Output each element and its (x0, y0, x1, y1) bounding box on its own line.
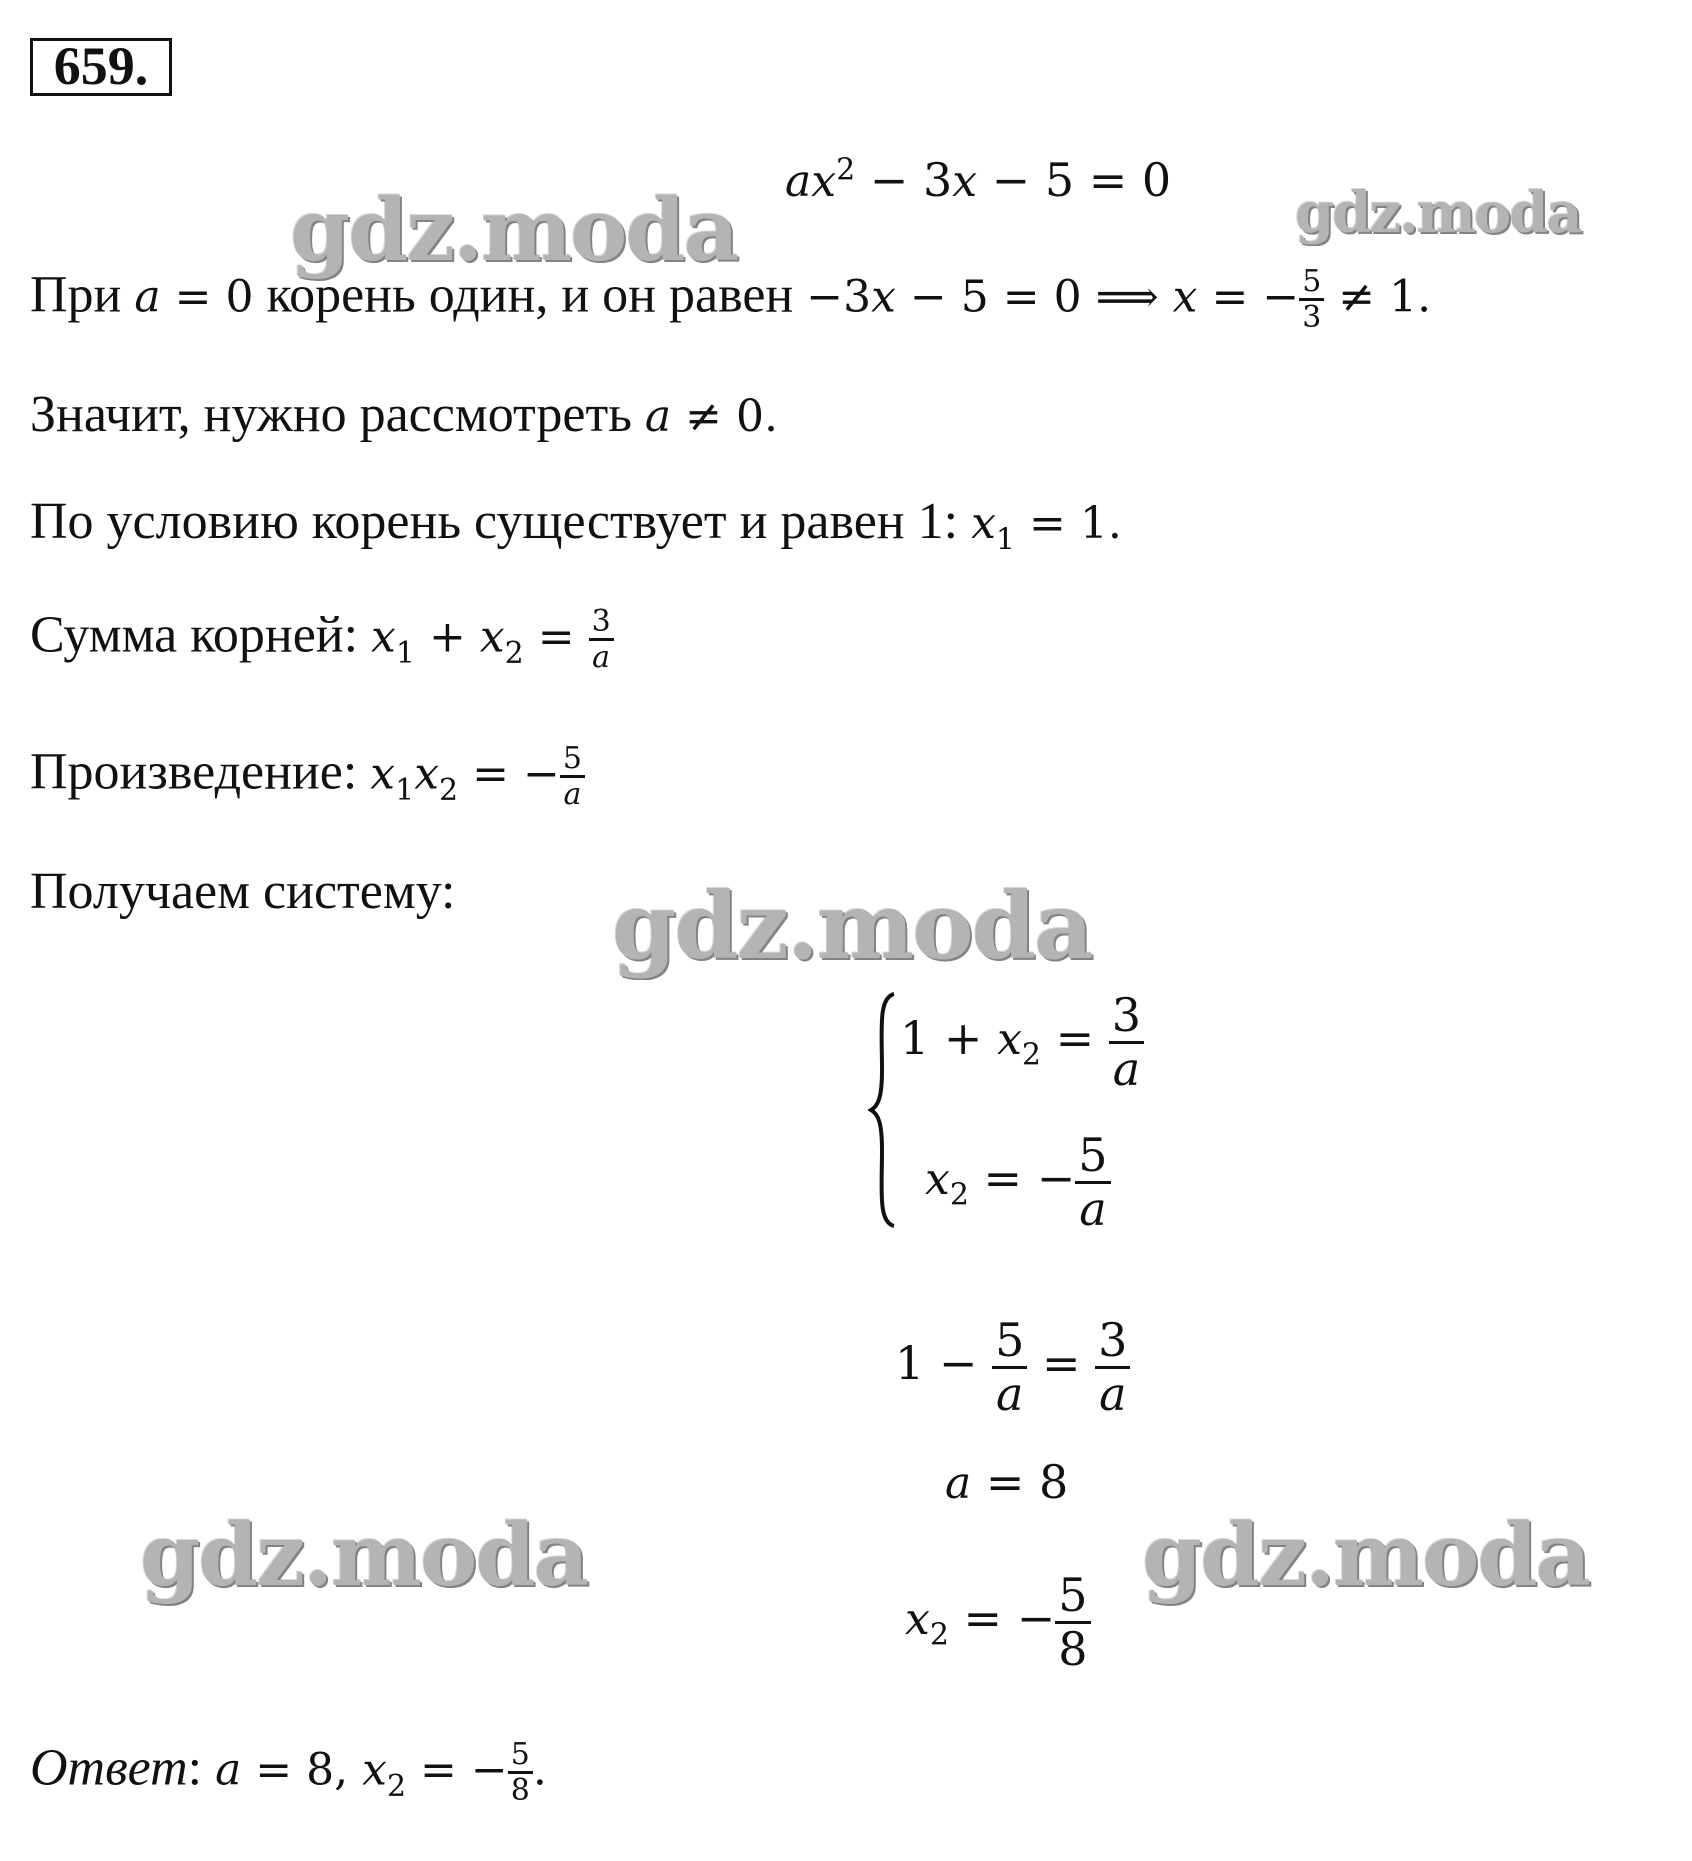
fraction-5-a-step: $\frac{5}{a}$ (992, 1315, 1027, 1419)
line-system-intro: Получаем систему: (30, 863, 456, 920)
line-a-nonzero: Значит, нужно рассмотреть a ≠ 0. (30, 386, 778, 443)
fraction-5-a: $\frac{5}{a}$ (560, 742, 585, 811)
watermark: gdz.moda (140, 1505, 588, 1606)
problem-number: 659. (30, 38, 172, 96)
fraction-5-3: $\frac{5}{3}$ (1299, 265, 1324, 334)
system-brace (868, 990, 898, 1230)
line-product-of-roots: Произведение: $x_1x_2$ = − $\frac{5}{a}$ (30, 742, 585, 811)
answer-label: Ответ (30, 1739, 188, 1797)
watermark: gdz.moda (290, 180, 738, 281)
main-equation: $ax^2 - 3x - 5 = 0$ (785, 152, 1172, 207)
line-root-condition: По условию корень существует и равен 1: $x_1 = 1$. (30, 493, 1122, 558)
step-equation-3: $x_2$ = − $\frac{5}{8}$ (905, 1570, 1091, 1674)
fraction-3-a: $\frac{3}{a}$ (589, 605, 614, 674)
line-a-zero: При a = 0 корень один, и он равен −3x − 5 = 0 ⟹ x = − $\frac{5}{3}$ ≠ 1. (30, 264, 1432, 335)
fraction-5-8-step: $\frac{5}{8}$ (1055, 1570, 1090, 1674)
fraction-3-a-system: $\frac{3}{a}$ (1109, 990, 1144, 1094)
system-row-2: $x_2$ = − $\frac{5}{a}$ (925, 1130, 1111, 1234)
step-equation-2: a = 8 (945, 1455, 1069, 1509)
fraction-5-a-system: $\frac{5}{a}$ (1075, 1130, 1110, 1234)
line-sum-of-roots: Сумма корней: $x_1 + x_2$ = $\frac{3}{a}$ (30, 605, 614, 674)
fraction-5-8-answer: $\frac{5}{8}$ (508, 1738, 533, 1807)
fraction-3-a-step: $\frac{3}{a}$ (1095, 1315, 1130, 1419)
watermark: gdz.moda (1142, 1505, 1590, 1606)
watermark: gdz.moda (612, 872, 1092, 980)
watermark: gdz.moda (1295, 180, 1581, 246)
step-equation-1: 1 − $\frac{5}{a}$ = $\frac{3}{a}$ (895, 1315, 1130, 1419)
answer-line: Ответ: a = 8, $x_2$ = − $\frac{5}{8}$ . (30, 1737, 547, 1808)
system-row-1: $1 + x_2$ = $\frac{3}{a}$ (900, 990, 1144, 1094)
